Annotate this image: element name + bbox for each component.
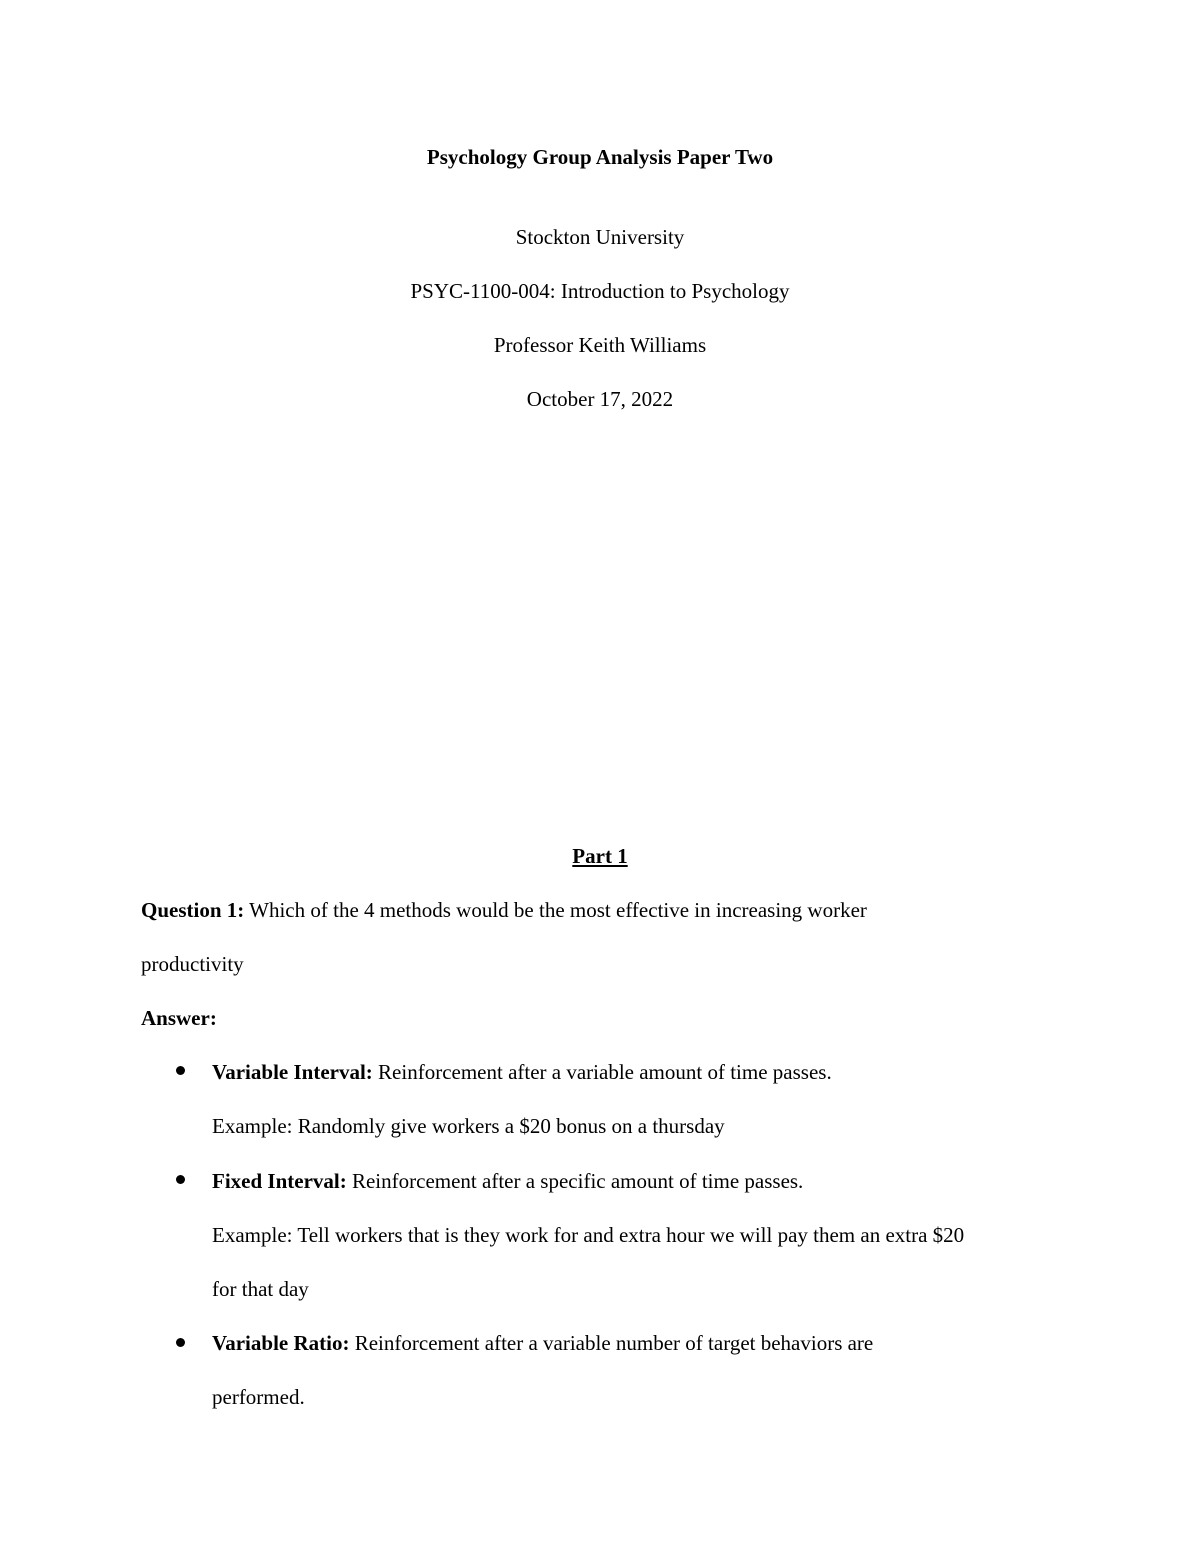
item-definition: Reinforcement after a variable amount of time passes.: [378, 1060, 832, 1084]
section-heading-text: Part 1: [572, 844, 628, 868]
question-line-1: [141, 896, 867, 924]
item-example-continued: for that day: [212, 1277, 309, 1301]
item-definition: Reinforcement after a variable number of target behaviors are: [354, 1331, 874, 1355]
item-definition-continued: performed.: [212, 1385, 305, 1409]
question-text: Which of the 4 methods would be the most effective in increasing worker: [249, 898, 867, 922]
question-line-2: productivity: [141, 952, 244, 976]
item-term: Fixed Interval:: [212, 1169, 347, 1193]
course-name: PSYC-1100-004: Introduction to Psychology: [410, 279, 790, 303]
document-date: October 17, 2022: [526, 387, 674, 411]
question-label: Question 1:: [141, 898, 245, 922]
list-item: [212, 1058, 832, 1086]
bullet-icon: [176, 1175, 185, 1184]
document-title: Psychology Group Analysis Paper Two: [426, 145, 774, 169]
item-term: Variable Ratio:: [212, 1331, 350, 1355]
list-item: [212, 1329, 873, 1357]
item-example: Example: Randomly give workers a $20 bonus on a thursday: [212, 1114, 725, 1138]
bullet-icon: [176, 1338, 185, 1347]
section-heading: [0, 842, 1200, 870]
answer-label: Answer:: [141, 1006, 217, 1030]
university-name: Stockton University: [515, 225, 685, 249]
item-definition: Reinforcement after a specific amount of time passes.: [351, 1169, 804, 1193]
professor-name: Professor Keith Williams: [493, 333, 707, 357]
item-example: Example: Tell workers that is they work for and extra hour we will pay them an extra $20: [212, 1223, 965, 1247]
item-term: Variable Interval:: [212, 1060, 373, 1084]
bullet-icon: [176, 1066, 185, 1075]
list-item: [212, 1167, 803, 1195]
